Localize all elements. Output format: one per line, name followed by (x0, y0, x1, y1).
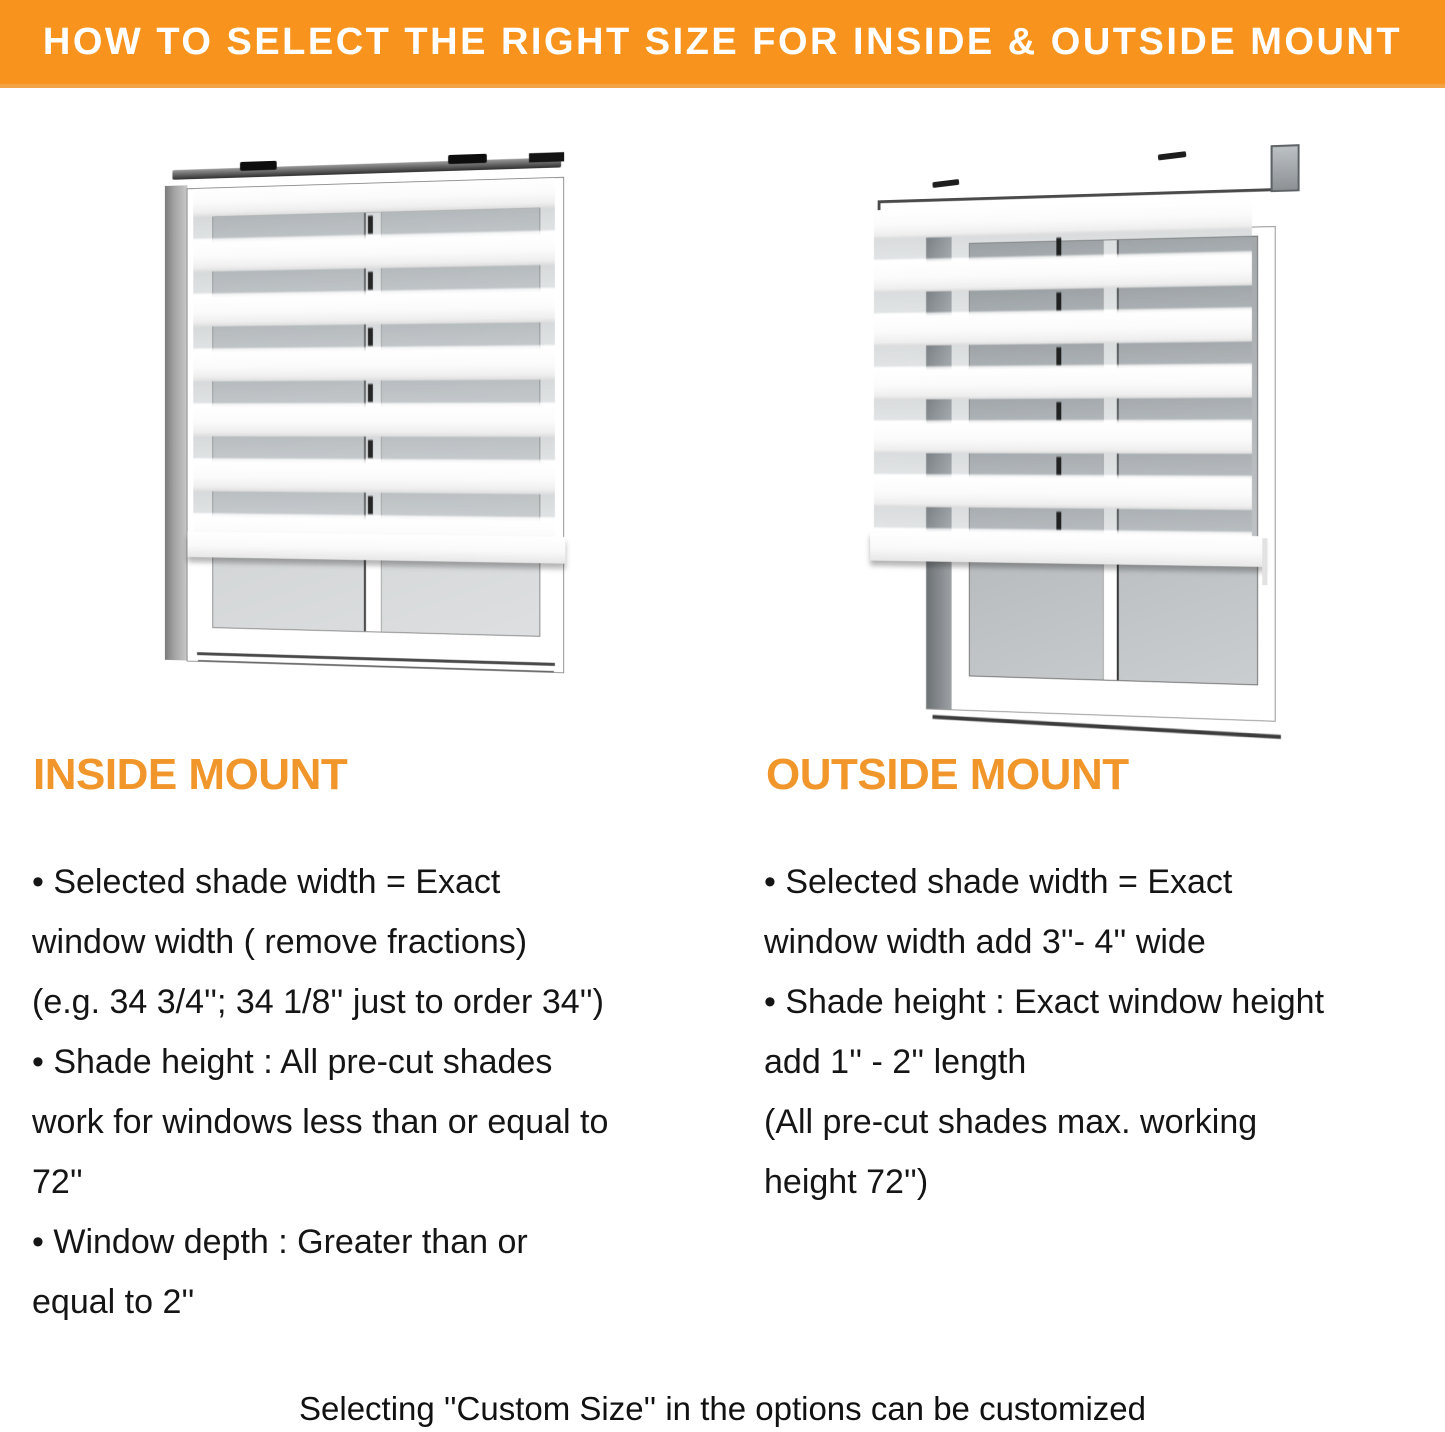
spec-line: • Selected shade width = Exact (764, 863, 1233, 901)
outside-mount-specs (764, 852, 1439, 1212)
spec-line: • Window depth : Greater than or (32, 1223, 528, 1261)
spec-line: 72'' (32, 1163, 83, 1201)
outside-mount-heading: OUTSIDE MOUNT (766, 750, 1129, 799)
inside-mount-specs (32, 852, 707, 1332)
inside-mount-3d-pane (165, 141, 563, 703)
shade-headrail (172, 157, 561, 180)
window-left-reveal (165, 185, 188, 660)
spec-line: (e.g. 34 3/4''; 34 1/8'' just to order 34'') (32, 983, 604, 1021)
outside-mount-3d-pane (874, 134, 1306, 741)
bracket-mark-icon (1158, 151, 1187, 160)
inside-mount-heading: INSIDE MOUNT (33, 750, 348, 799)
inside-mount-illustration (158, 148, 560, 696)
banner-title: HOW TO SELECT THE RIGHT SIZE FOR INSIDE & OUTSIDE MOUNT (42, 20, 1403, 63)
spec-line: window width ( remove fractions) (32, 923, 528, 961)
spec-line: work for windows less than or equal to (32, 1103, 609, 1141)
spec-line: add 1'' - 2'' length (764, 1043, 1027, 1081)
spec-line: • Shade height : All pre-cut shades (32, 1043, 553, 1081)
spec-line: • Shade height : Exact window height (764, 983, 1325, 1021)
window-sill-line (197, 652, 555, 666)
spec-line: • Selected shade width = Exact (32, 863, 501, 901)
mounting-bracket (1271, 144, 1300, 192)
spec-line: (All pre-cut shades max. working (764, 1103, 1258, 1141)
banner (0, 0, 1445, 88)
outside-mount-scene (866, 142, 1302, 732)
shade-center-seam (368, 184, 373, 535)
zebra-shade (193, 178, 555, 537)
zebra-shade (874, 199, 1252, 536)
window-sill-line (933, 715, 1281, 739)
mount-clip-icon (240, 161, 277, 171)
custom-size-note: Selecting ''Custom Size'' in the options can be customized (299, 1390, 1146, 1427)
inside-mount-scene (158, 148, 560, 696)
bracket-mark-icon (932, 179, 959, 188)
shade-center-seam (1056, 205, 1061, 534)
spec-line: equal to 2'' (32, 1283, 195, 1321)
spec-line: window width add 3''- 4'' wide (764, 923, 1206, 961)
outside-mount-illustration (866, 142, 1302, 732)
headrail-end-cap (529, 152, 564, 162)
spec-line: height 72'') (764, 1163, 929, 1201)
shade-bottom-bar (188, 532, 566, 564)
mount-clip-icon (448, 154, 487, 164)
